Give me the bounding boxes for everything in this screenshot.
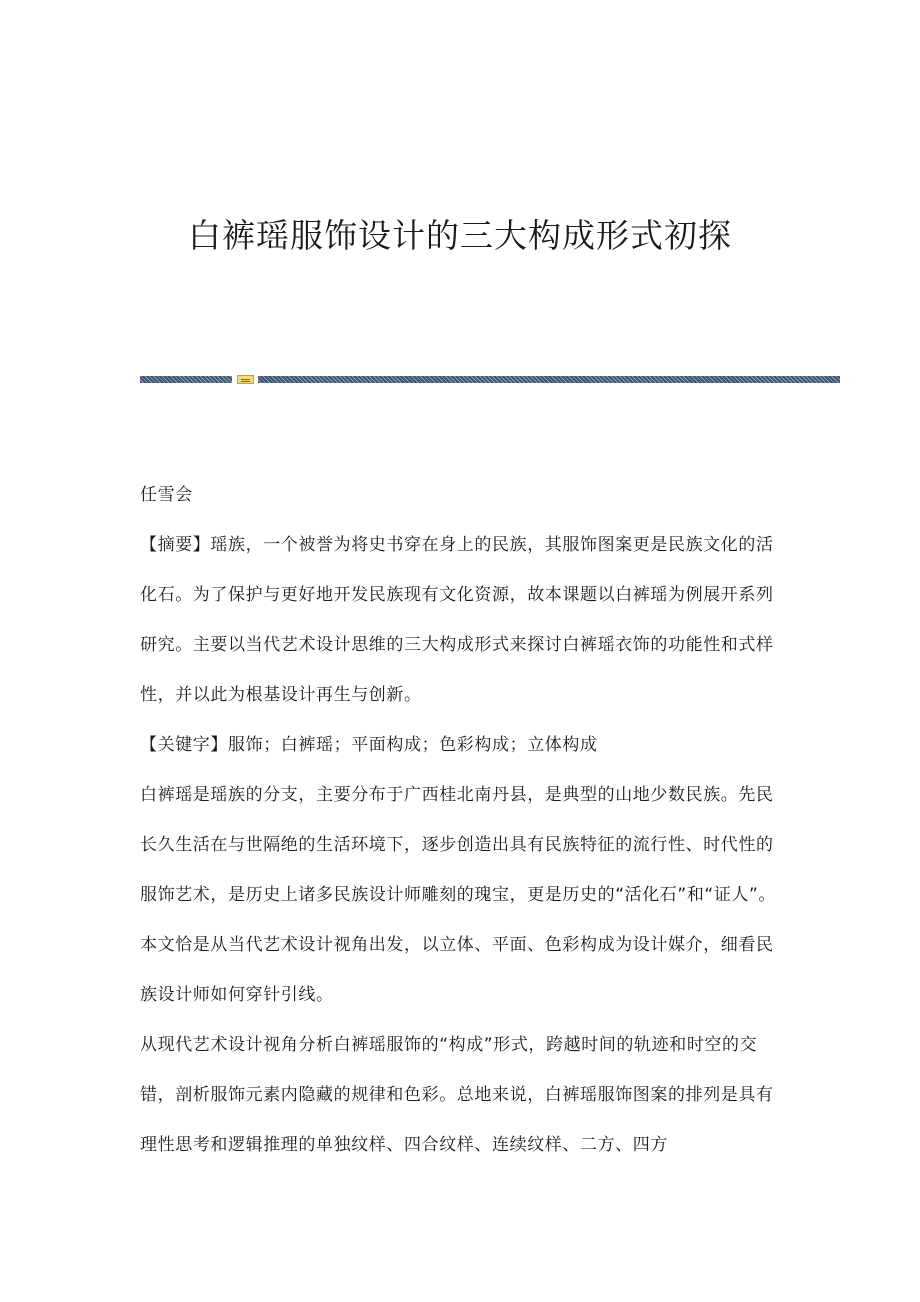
document-title: 白裤瑶服饰设计的三大构成形式初探	[188, 216, 732, 255]
body-paragraph-2: 从现代艺术设计视角分析白裤瑶服饰的“构成”形式，跨越时间的轨迹和时空的交错，剖析服饰元素内隐藏的规律和色彩。总地来说，白裤瑶服饰图案的排列是具有理性思考和逻辑推理的单独纹样、四合纹样、连续纹样、二方、四方	[140, 1035, 774, 1155]
body-paragraph-1: 白裤瑶是瑶族的分支，主要分布于广西桂北南丹县，是典型的山地少数民族。先民长久生活在与世隔绝的生活环境下，逐步创造出具有民族特征的流行性、时代性的服饰艺术，是历史上诸多民族设计师雕刻的瑰宝，更是历史的“活化石”和“证人”。本文恰是从当代艺术设计视角出发，以立体、平面、色彩构成为设计媒介，细看民族设计师如何穿针引线。	[140, 785, 777, 1005]
keywords-paragraph: 【关键字】服饰；白裤瑶；平面构成；色彩构成；立体构成	[140, 735, 598, 755]
divider-bar-left	[140, 376, 232, 383]
document-body	[140, 470, 780, 1170]
divider-ornament-icon	[237, 375, 254, 384]
abstract-paragraph: 【摘要】瑶族，一个被誉为将史书穿在身上的民族，其服饰图案更是民族文化的活化石。为了保护与更好地开发民族现有文化资源，故本课题以白裤瑶为例展开系列研究。主要以当代艺术设计思维的三大构成形式来探讨白裤瑶衣饰的功能性和式样性，并以此为根基设计再生与创新。	[140, 535, 774, 705]
divider-bar-right	[258, 376, 840, 383]
title-divider	[140, 375, 840, 384]
author-name: 任雪会	[140, 485, 193, 505]
